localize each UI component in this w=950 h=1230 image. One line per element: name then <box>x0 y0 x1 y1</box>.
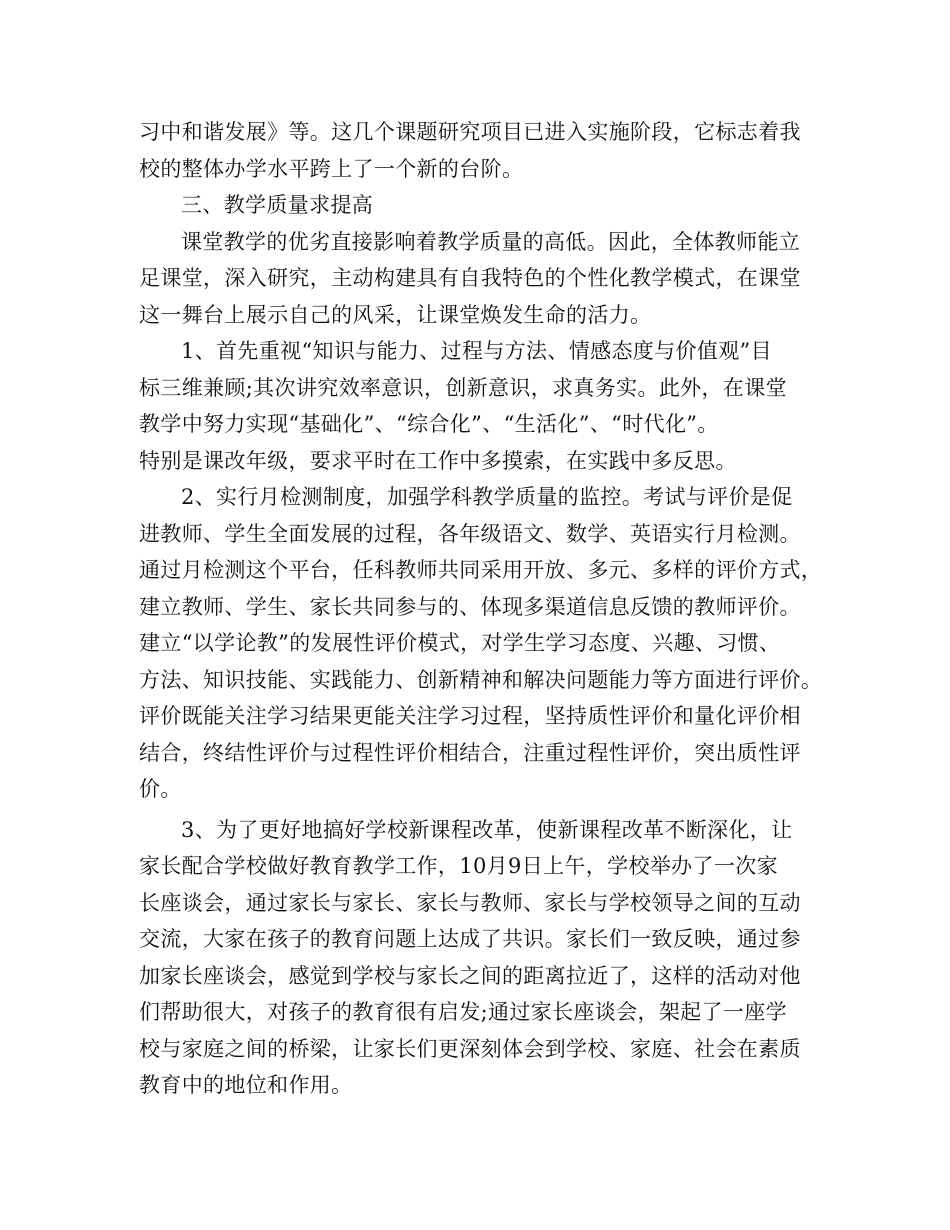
text-line: 方法、知识技能、实践能力、创新精神和解决问题能力等方面进行评价。 <box>139 667 823 692</box>
text-line: 课堂教学的优劣直接影响着教学质量的高低。因此，全体教师能立 <box>181 229 801 254</box>
text-line: 加家长座谈会，感觉到学校与家长之间的距离拉近了，这样的活动对他 <box>139 963 801 988</box>
text-line: 校与家庭之间的桥梁，让家长们更深刻体会到学校、家庭、社会在素质 <box>139 1036 801 1061</box>
text-line: 通过月检测这个平台，任科教师共同采用开放、多元、多样的评价方式， <box>139 558 823 582</box>
text-line: 交流，大家在孩子的教育问题上达成了共识。家长们一致反映，通过参 <box>139 927 801 951</box>
text-line: 家长配合学校做好教育教学工作，10月9日上午，学校举办了一次家 <box>139 854 778 878</box>
text-line: 2、实行月检测制度，加强学科教学质量的监控。考试与评价是促 <box>181 485 793 509</box>
body-text <box>139 114 829 1104</box>
text-line: 评价既能关注学习结果更能关注学习过程，坚持质性评价和量化评价相 <box>139 704 801 728</box>
text-line: 教学中努力实现“基础化”、“综合化”、“生活化”、“时代化”。 <box>139 412 719 436</box>
text-line: 长座谈会，通过家长与家长、家长与教师、家长与学校领导之间的互动 <box>139 890 801 915</box>
text-line: 1、首先重视“知识与能力、过程与方法、情感态度与价值观”目 <box>181 339 772 363</box>
text-line: 这一舞台上展示自己的风采，让课堂焕发生命的活力。 <box>139 302 652 327</box>
text-line: 进教师、学生全面发展的过程，各年级语文、数学、英语实行月检测。 <box>139 521 801 546</box>
text-line: 价。 <box>139 777 182 801</box>
text-line: 校的整体办学水平跨上了一个新的台阶。 <box>139 156 524 181</box>
text-line: 特别是课改年级，要求平时在工作中多摸索，在实践中多反思。 <box>139 448 737 473</box>
text-line: 结合，终结性评价与过程性评价相结合，注重过程性评价，突出质性评 <box>139 740 801 765</box>
text-line: 足课堂，深入研究，主动构建具有自我特色的个性化教学模式，在课堂 <box>139 266 801 290</box>
section-heading: 三、教学质量求提高 <box>181 193 374 217</box>
text-line: 建立“以学论教”的发展性评价模式，对学生学习态度、兴趣、习惯、 <box>139 631 781 655</box>
text-line: 习中和谐发展》等。这几个课题研究项目已进入实施阶段，它标志着我 <box>139 120 801 144</box>
text-line: 3、为了更好地搞好学校新课程改革，使新课程改革不断深化，让 <box>181 817 793 842</box>
text-line: 们帮助很大，对孩子的教育很有启发;通过家长座谈会，架起了一座学 <box>139 1000 787 1024</box>
text-line: 教育中的地位和作用。 <box>139 1073 353 1097</box>
text-line: 标三维兼顾;其次讲究效率意识，创新意识，求真务实。此外，在课堂 <box>139 375 787 400</box>
text-line: 建立教师、学生、家长共同参与的、体现多渠道信息反馈的教师评价。 <box>139 594 801 619</box>
